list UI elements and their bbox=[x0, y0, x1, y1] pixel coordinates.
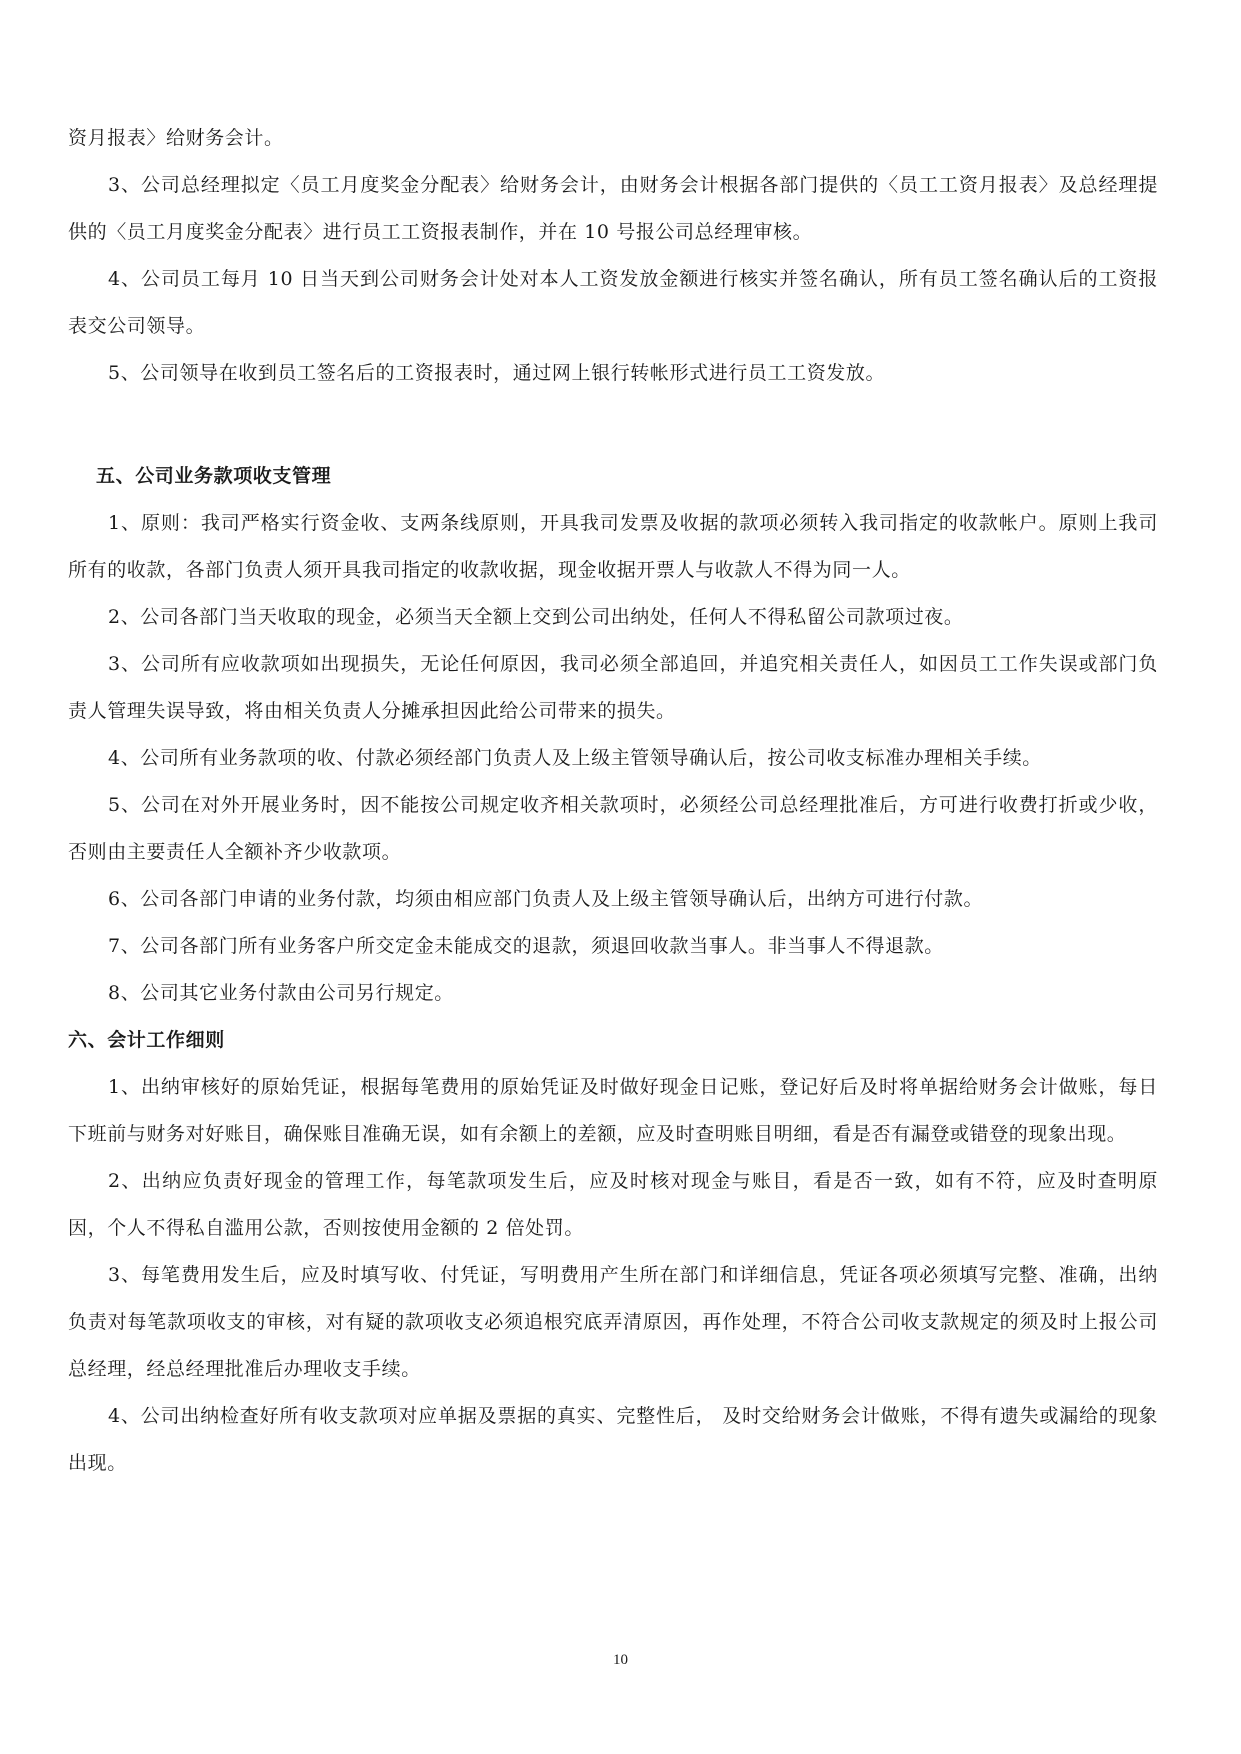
paragraph-item: 4、公司所有业务款项的收、付款必须经部门负责人及上级主管领导确认后，按公司收支标准办理相关手续。 bbox=[108, 747, 1042, 769]
paragraph-item: 3、公司总经理拟定〈员工月度奖金分配表〉给财务会计，由财务会计根据各部门提供的〈员工工资月报表〉及总经理提供的〈员工月度奖金分配表〉进行员工工资报表制作，并在 10 号报公司总经理审核。 bbox=[68, 174, 1158, 243]
page-number: 10 bbox=[613, 1652, 628, 1668]
paragraph-item: 2、公司各部门当天收取的现金，必须当天全额上交到公司出纳处，任何人不得私留公司款项过夜。 bbox=[108, 606, 964, 628]
section-heading-6: 六、会计工作细则 bbox=[68, 1029, 225, 1051]
document-body bbox=[68, 115, 1158, 1487]
paragraph-item: 8、公司其它业务付款由公司另行规定。 bbox=[108, 982, 454, 1004]
paragraph-item: 3、每笔费用发生后，应及时填写收、付凭证，写明费用产生所在部门和详细信息，凭证各项必须填写完整、准确，出纳负责对每笔款项收支的审核，对有疑的款项收支必须追根究底弄清原因，再作处理，不符合公司收支款规定的须及时上报公司总经理，经总经理批准后办理收支手续。 bbox=[68, 1264, 1158, 1380]
paragraph-item: 1、原则：我司严格实行资金收、支两条线原则，开具我司发票及收据的款项必须转入我司指定的收款帐户。原则上我司所有的收款，各部门负责人须开具我司指定的收款收据，现金收据开票人与收款人不得为同一人。 bbox=[68, 512, 1158, 581]
paragraph-item: 2、出纳应负责好现金的管理工作，每笔款项发生后，应及时核对现金与账目，看是否一致，如有不符，应及时查明原因，个人不得私自滥用公款，否则按使用金额的 2 倍处罚。 bbox=[68, 1170, 1158, 1239]
paragraph-item: 6、公司各部门申请的业务付款，均须由相应部门负责人及上级主管领导确认后，出纳方可进行付款。 bbox=[108, 888, 984, 910]
paragraph-item: 4、公司员工每月 10 日当天到公司财务会计处对本人工资发放金额进行核实并签名确认，所有员工签名确认后的工资报表交公司领导。 bbox=[68, 268, 1158, 337]
paragraph-item: 4、公司出纳检查好所有收支款项对应单据及票据的真实、完整性后， 及时交给财务会计做账，不得有遗失或漏给的现象出现。 bbox=[68, 1405, 1158, 1474]
paragraph-item: 7、公司各部门所有业务客户所交定金未能成交的退款，须退回收款当事人。非当事人不得退款。 bbox=[108, 935, 944, 957]
paragraph-item: 5、公司在对外开展业务时，因不能按公司规定收齐相关款项时，必须经公司总经理批准后，方可进行收费打折或少收，否则由主要责任人全额补齐少收款项。 bbox=[68, 794, 1158, 863]
paragraph-item: 3、公司所有应收款项如出现损失，无论任何原因，我司必须全部追回，并追究相关责任人，如因员工工作失误或部门负责人管理失误导致，将由相关负责人分摊承担因此给公司带来的损失。 bbox=[68, 653, 1158, 722]
section-spacer bbox=[68, 397, 1158, 453]
paragraph-item: 5、公司领导在收到员工签名后的工资报表时，通过网上银行转帐形式进行员工工资发放。 bbox=[108, 362, 886, 384]
paragraph-continuation: 资月报表〉给财务会计。 bbox=[68, 127, 284, 149]
section-heading-5: 五、公司业务款项收支管理 bbox=[96, 465, 332, 487]
paragraph-item: 1、出纳审核好的原始凭证，根据每笔费用的原始凭证及时做好现金日记账，登记好后及时将单据给财务会计做账，每日下班前与财务对好账目，确保账目准确无误，如有余额上的差额，应及时查明账目明细，看是否有漏登或错登的现象出现。 bbox=[68, 1076, 1158, 1145]
